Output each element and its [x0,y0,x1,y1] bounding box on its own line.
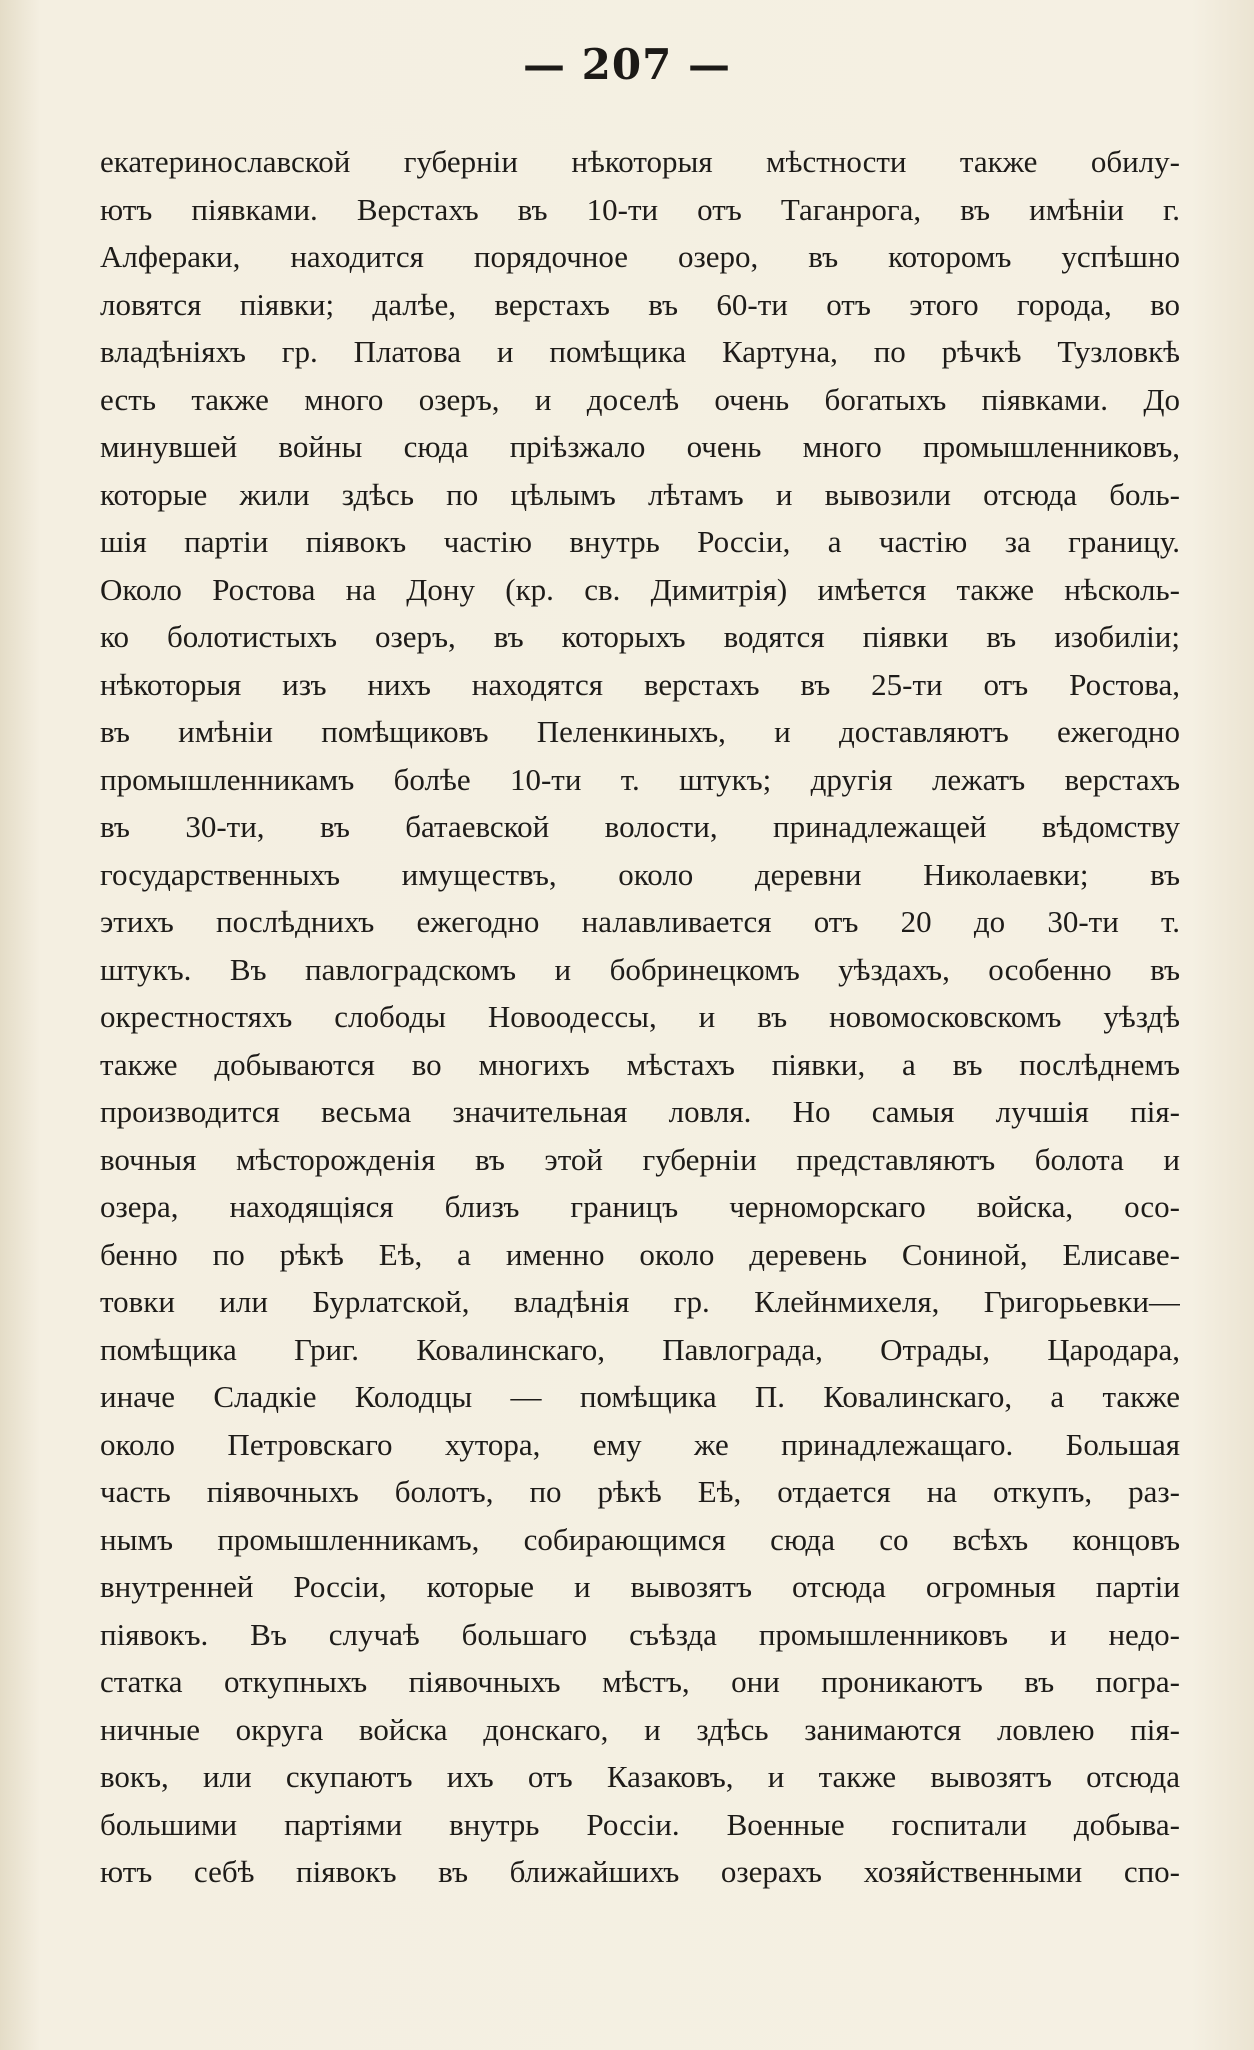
text-line: помѣщика Григ. Ковалинскаго, Павлограда, Отрады, Цародара, [100,1331,1180,1367]
text-line: большими партіями внутрь Россіи. Военные госпитали добыва- [100,1806,1180,1842]
text-line: штукъ. Въ павлоградскомъ и бобринецкомъ уѣздахъ, особенно въ [100,951,1180,987]
text-line: статка откупныхъ піявочныхъ мѣстъ, они проникаютъ въ погра- [100,1664,1180,1699]
text-line: ничные округа войска донскаго, и здѣсь занимаются ловлею пія- [100,1711,1180,1747]
text-line: вокъ, или скупаютъ ихъ отъ Казаковъ, и также вывозятъ отсюда [100,1759,1180,1794]
text-line: внутренней Россіи, которые и вывозятъ отсюда огромныя партіи [100,1569,1180,1604]
text-line: владѣніяхъ гр. Платова и помѣщика Картуна, по рѣчкѣ Тузловкѣ [100,334,1180,369]
text-line: промышленникамъ болѣе 10-ти т. штукъ; другія лежатъ верстахъ [100,761,1180,797]
text-line: которые жили здѣсь по цѣлымъ лѣтамъ и вывозили отсюда боль- [100,476,1180,512]
text-line: есть также много озеръ, и доселѣ очень богатыхъ піявками. До [100,381,1180,417]
text-line: въ 30-ти, въ батаевской волости, принадлежащей вѣдомству [100,809,1180,844]
text-line: также добываются во многихъ мѣстахъ піявки, а въ послѣднемъ [100,1046,1180,1082]
text-line: ко болотистыхъ озеръ, въ которыхъ водятся піявки въ изобиліи; [100,619,1180,654]
text-line: часть піявочныхъ болотъ, по рѣкѣ Еѣ, отдается на откупъ, раз- [100,1474,1180,1509]
text-line: озера, находящіяся близъ границъ черноморскаго войска, осо- [100,1189,1180,1224]
text-line: нѣкоторыя изъ нихъ находятся верстахъ въ 25-ти отъ Ростова, [100,666,1180,702]
text-line: Около Ростова на Дону (кр. св. Димитрія) имѣется также нѣсколь- [100,571,1180,607]
page-number: — 207 — [523,40,731,89]
text-line: бенно по рѣкѣ Еѣ, а именно около деревень Сониной, Елисаве- [100,1236,1180,1272]
text-line: производится весьма значительная ловля. Но самыя лучшія пія- [100,1094,1180,1129]
text-line: окрестностяхъ слободы Новоодессы, и въ новомосковскомъ уѣздѣ [100,999,1180,1034]
text-line: ютъ піявками. Верстахъ въ 10-ти отъ Таганрога, въ имѣніи г. [100,191,1180,227]
text-line: шія партіи піявокъ частію внутрь Россіи, а частію за границу. [100,524,1180,559]
text-line: Алфераки, находится порядочное озеро, въ которомъ успѣшно [100,239,1180,274]
text-line: вочныя мѣсторожденія въ этой губерніи представляютъ болота и [100,1141,1180,1177]
text-line: этихъ послѣднихъ ежегодно налавливается отъ 20 до 30-ти т. [100,904,1180,939]
text-line: піявокъ. Въ случаѣ большаго съѣзда промышленниковъ и недо- [100,1616,1180,1652]
text-line: ютъ себѣ піявокъ въ ближайшихъ озерахъ хозяйственными спо- [100,1854,1180,1889]
body-text [100,138,1180,1896]
text-line: ловятся піявки; далѣе, верстахъ въ 60-ти отъ этого города, во [100,286,1180,322]
text-line: государственныхъ имуществъ, около деревни Николаевки; въ [100,856,1180,892]
text-line: нымъ промышленникамъ, собирающимся сюда со всѣхъ концовъ [100,1521,1180,1557]
text-line: около Петровскаго хутора, ему же принадлежащаго. Большая [100,1426,1180,1462]
text-line: иначе Сладкіе Колодцы — помѣщика П. Ковалинскаго, а также [100,1379,1180,1414]
text-line: екатеринославской губерніи нѣкоторыя мѣстности также обилу- [100,144,1180,179]
text-line: въ имѣніи помѣщиковъ Пеленкиныхъ, и доставляютъ ежегодно [100,714,1180,749]
text-line: товки или Бурлатской, владѣнія гр. Клейнмихеля, Григорьевки— [100,1284,1180,1319]
text-line: минувшей войны сюда пріѣзжало очень много промышленниковъ, [100,429,1180,464]
